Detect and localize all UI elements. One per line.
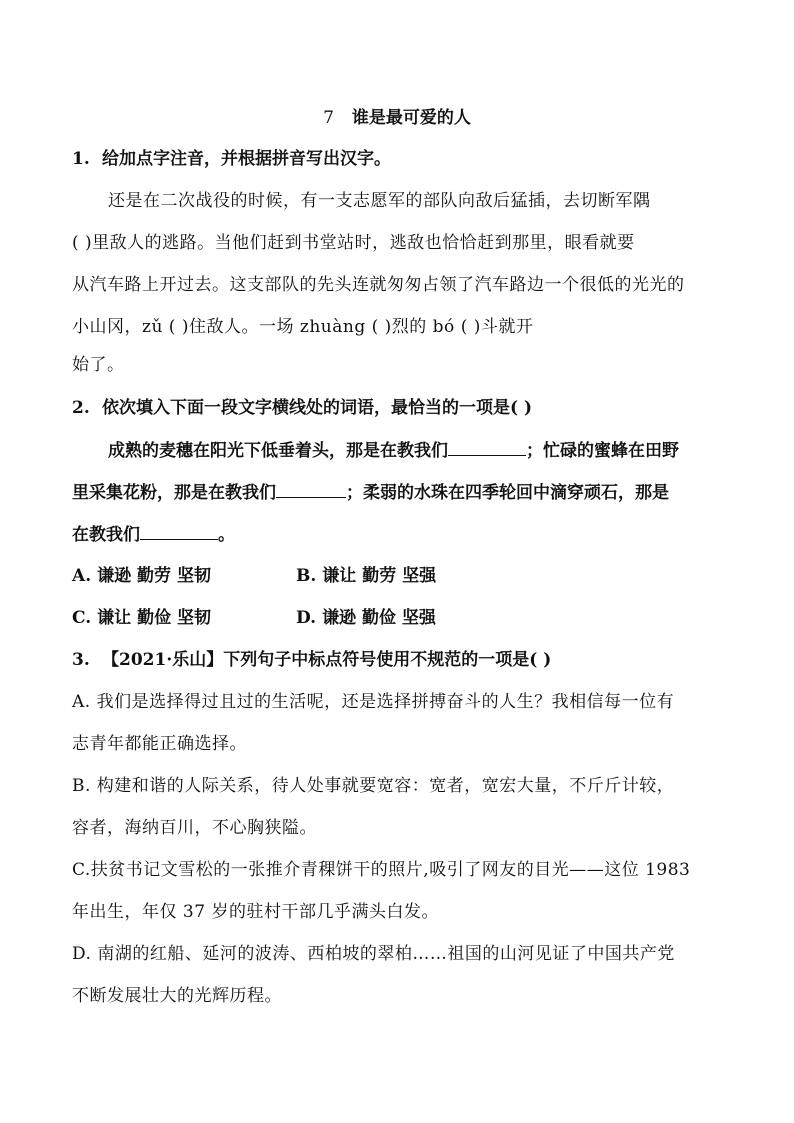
passage-line: ( )里敌人的逃路。当他们赶到书堂站时，逃敌也恰恰赶到那里，眼看就要 (72, 233, 635, 253)
question-number: 1. (72, 149, 90, 169)
lesson-title: 谁是最可爱的人 (351, 108, 471, 128)
option-text: 谦让 勤劳 坚强 (322, 566, 437, 586)
passage-text: 里采集花粉，那是在教我们 (72, 483, 276, 503)
option-text: 谦逊 勤劳 坚韧 (97, 566, 211, 586)
passage-line (72, 479, 732, 506)
lesson-number: 7 (323, 108, 334, 128)
passage-text: 成熟的麦穗在阳光下低垂着头，那是在教我们 (108, 441, 448, 461)
question-3 (72, 647, 732, 673)
passage-text: 在教我们 (72, 525, 140, 545)
option-label: B. (296, 566, 317, 586)
passage-text: 。 (218, 525, 235, 545)
passage-line (108, 437, 732, 464)
option-a[interactable] (72, 563, 296, 589)
question-number: 3. (72, 650, 90, 670)
question-number: 2. (72, 398, 90, 418)
option-c-line[interactable]: C.扶贫书记文雪松的一张推介青稞饼干的照片,吸引了网友的目光——这位 1983 (72, 860, 691, 880)
option-label: D. (296, 608, 317, 628)
option-a-line[interactable]: A. 我们是选择得过且过的生活呢，还是选择拼搏奋斗的人生？我相信每一位有 (72, 692, 675, 712)
passage-text: ；柔弱的水珠在四季轮回中滴穿顽石，那是 (346, 483, 669, 503)
option-c[interactable] (72, 605, 296, 631)
option-a-line: 志青年都能正确选择。 (72, 734, 247, 754)
question-text: 【2021·乐山】下列句子中标点符号使用不规范的一项是( ) (102, 650, 552, 670)
answer-blank[interactable] (448, 437, 526, 456)
option-d-line: 不断发展壮大的光辉历程。 (72, 986, 282, 1006)
question-2 (72, 395, 732, 421)
passage-text: ；忙碌的蜜蜂在田野 (526, 441, 679, 461)
passage-line: 始了。 (72, 355, 125, 375)
question-text: 依次填入下面一段文字横线处的词语，最恰当的一项是( ) (102, 398, 533, 418)
option-label: C. (72, 608, 92, 628)
option-d[interactable] (296, 605, 520, 631)
option-b-line: 容者，海纳百川，不心胸狭隘。 (72, 818, 317, 838)
options-row (72, 605, 732, 631)
options-row (72, 563, 732, 589)
passage-line (72, 521, 732, 548)
question-text: 给加点字注音，并根据拼音写出汉字。 (102, 149, 391, 169)
option-c-line: 年出生，年仅 37 岁的驻村干部几乎满头白发。 (72, 902, 439, 922)
option-b[interactable] (296, 563, 520, 589)
answer-blank[interactable] (140, 521, 218, 540)
question-1 (72, 146, 732, 172)
option-text: 谦让 勤俭 坚韧 (97, 608, 211, 628)
worksheet-title (0, 103, 794, 128)
option-text: 谦逊 勤俭 坚强 (322, 608, 436, 628)
passage-line: 还是在二次战役的时候，有一支志愿军的部队向敌后猛插，去切断军隅 (108, 191, 651, 211)
option-b-line[interactable]: B. 构建和谐的人际关系，待人处事就要宽容：宽者，宽宏大量，不斤斤计较， (72, 776, 675, 796)
option-label: A. (72, 566, 92, 586)
answer-blank[interactable] (276, 479, 346, 498)
passage-line: 小山冈，zǔ ( )住敌人。一场 zhuàng ( )烈的 bó ( )斗就开 (72, 317, 534, 337)
passage-line: 从汽车路上开过去。这支部队的先头连就匆匆占领了汽车路边一个很低的光光的 (72, 275, 685, 295)
option-d-line[interactable]: D. 南湖的红船、延河的波涛、西柏坡的翠柏……祖国的山河见证了中国共产党 (72, 944, 675, 964)
